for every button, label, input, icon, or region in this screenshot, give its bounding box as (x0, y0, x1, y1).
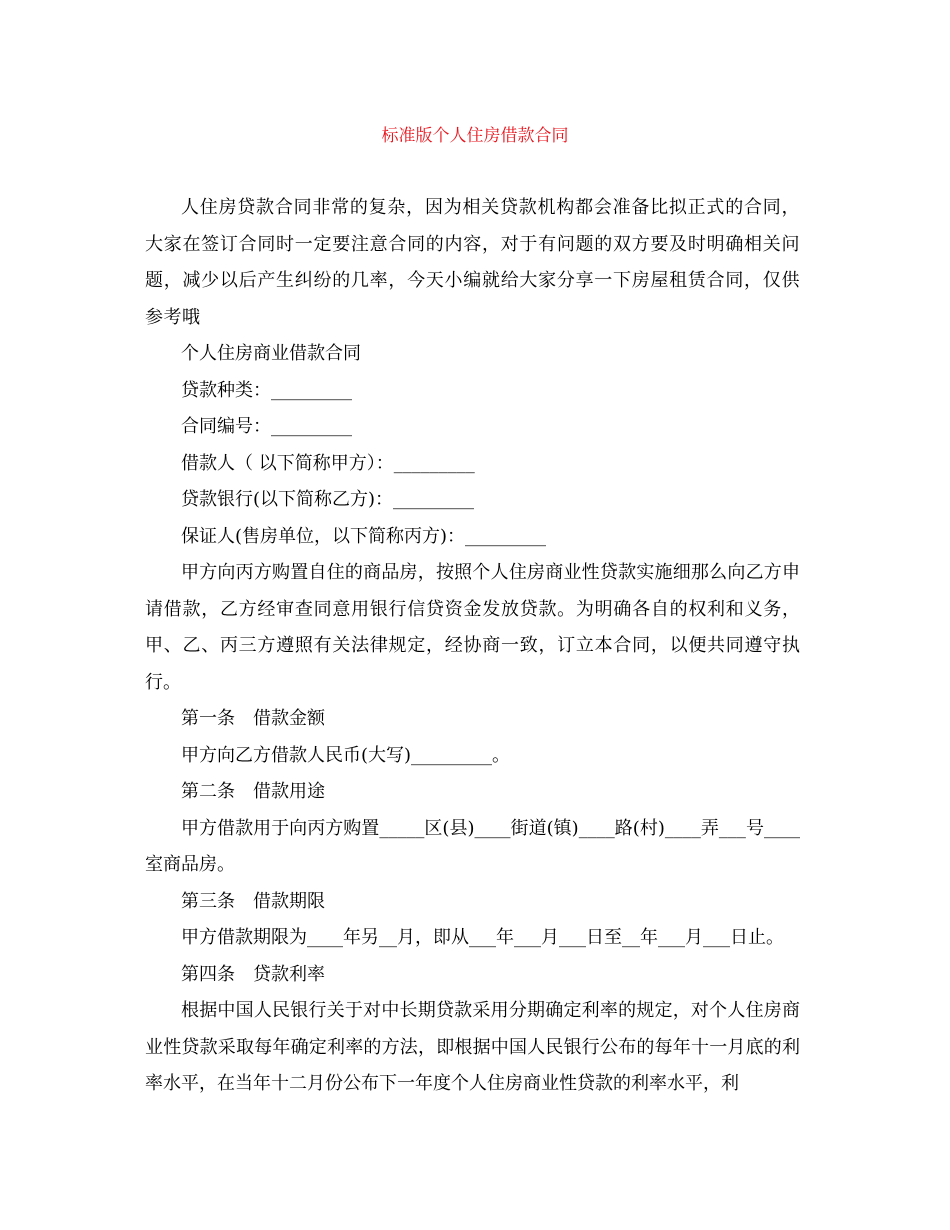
article-2-text: 甲方借款用于向丙方购置_____区(县)____街道(镇)____路(村)____弄___号____室商品房。 (145, 817, 800, 875)
article-1-heading: 第一条 借款金额 (181, 708, 325, 729)
preamble-paragraph: 甲方向丙方购置自住的商品房，按照个人住房商业性贷款实施细那么向乙方申请借款，乙方经审查同意用银行信贷资金发放贷款。为明确各自的权利和义务，甲、乙、丙三方遵照有关法律规定，经协商一致，订立本合同，以便共同遵守执行。 (145, 562, 800, 693)
article-4-heading: 第四条 贷款利率 (181, 963, 325, 985)
article-3-text: 甲方借款期限为____年另__月，即从___年___月___日至__年___月___日止。 (181, 927, 784, 948)
article-3-heading: 第三条 借款期限 (181, 890, 325, 912)
guarantor-field: 保证人(售房单位，以下简称丙方)：_________ (181, 525, 547, 547)
article-2-heading: 第二条 借款用途 (181, 781, 325, 802)
loan-type-field: 贷款种类：_________ (181, 379, 352, 401)
document-title: 标准版个人住房借款合同 (381, 126, 569, 146)
article-4-text: 根据中国人民银行关于对中长期贷款采用分期确定利率的规定，对个人住房商业性贷款采取每年确定利率的方法，即根据中国人民银行公布的每年十一月底的利率水平，在当年十二月份公布下一年度个人住房商业性贷款的利率水平，利 (145, 1000, 800, 1094)
document-body (145, 190, 800, 1103)
article-1-text: 甲方向乙方借款人民币(大写)_________。 (181, 744, 511, 766)
borrower-field: 借款人（ 以下简称甲方）：_________ (181, 452, 475, 474)
contract-number-field: 合同编号：_________ (181, 416, 352, 437)
contract-heading: 个人住房商业借款合同 (181, 343, 361, 364)
lending-bank-field: 贷款银行(以下简称乙方)：_________ (181, 489, 475, 510)
intro-paragraph: 人住房贷款合同非常的复杂，因为相关贷款机构都会准备比拟正式的合同，大家在签订合同时一定要注意合同的内容，对于有问题的双方要及时明确相关问题，减少以后产生纠纷的几率，今天小编就给大家分享一下房屋租赁合同，仅供参考哦 (145, 197, 800, 328)
